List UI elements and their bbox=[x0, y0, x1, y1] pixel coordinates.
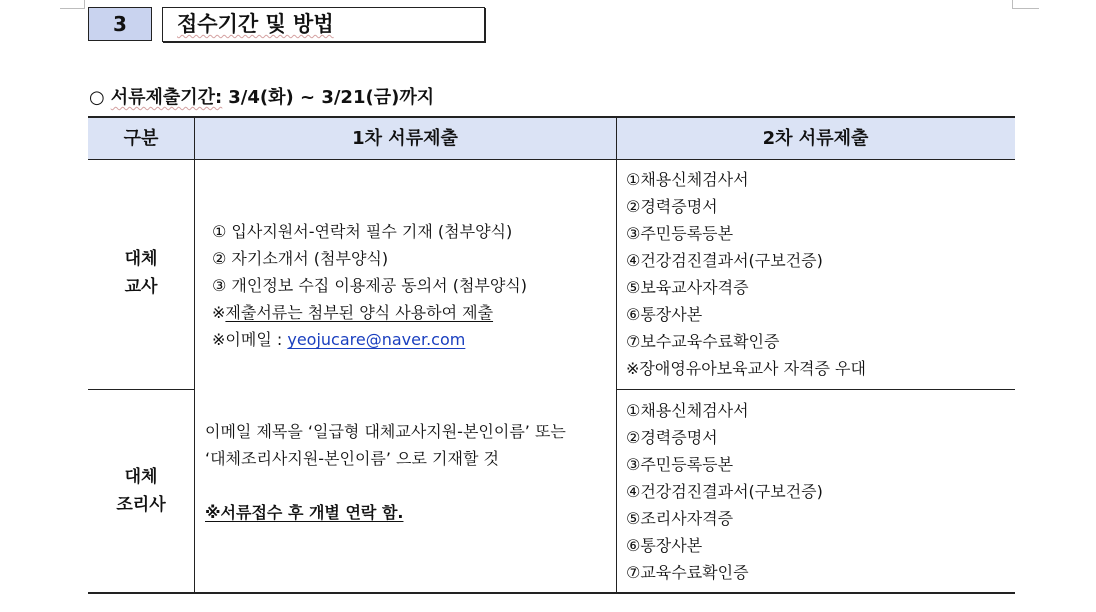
list-item: ②경력증명서 bbox=[626, 428, 718, 447]
list-item: ※장애영유아보육교사 자격증 우대 bbox=[626, 359, 866, 378]
grid-line bbox=[88, 389, 194, 390]
list-item: ⑤조리사자격증 bbox=[626, 509, 734, 528]
list-item: ⑥통장사본 bbox=[626, 536, 703, 555]
list-item: ④건강검진결과서(구보건증) bbox=[626, 251, 823, 270]
submission-period-value: 3/4(화) ~ 3/21(금)까지 bbox=[228, 87, 435, 108]
row-label-line: 대체 bbox=[124, 249, 158, 269]
header-category: 구분 bbox=[88, 116, 194, 160]
list-item: ⑤보육교사자격증 bbox=[626, 278, 749, 297]
section-number: 3 bbox=[88, 7, 152, 41]
submission-note bbox=[212, 299, 527, 326]
list-item: ⑦보수교육수료확인증 bbox=[626, 332, 780, 351]
email-link[interactable]: yeojucare@naver.com bbox=[287, 330, 466, 349]
email-line bbox=[212, 326, 527, 353]
second-submission-teacher-documents bbox=[626, 166, 866, 382]
instruction-line: ‘대체조리사지원-본인이름’ 으로 기재할 것 bbox=[205, 449, 499, 468]
page-corner-mark-left bbox=[60, 0, 85, 9]
grid-line bbox=[616, 116, 617, 593]
contact-notice: ※서류접수 후 개별 연락 함. bbox=[205, 503, 404, 522]
grid-line bbox=[616, 389, 1015, 390]
row-label-line: 대체 bbox=[124, 467, 158, 487]
list-item: ④건강검진결과서(구보건증) bbox=[626, 482, 823, 501]
note-mark: ※ bbox=[212, 303, 226, 322]
section-title-text: 접수기간 및 방법 bbox=[177, 12, 334, 36]
instruction-line: 이메일 제목을 ‘일급형 대체교사지원-본인이름’ 또는 bbox=[205, 422, 566, 441]
list-item: ③주민등록등본 bbox=[626, 224, 734, 243]
list-item: ② 자기소개서 (첨부양식) bbox=[212, 249, 389, 268]
list-item: ① 입사지원서-연락처 필수 기재 (첨부양식) bbox=[212, 222, 513, 241]
header-first-submission: 1차 서류제출 bbox=[194, 116, 616, 160]
list-item: ⑦교육수료확인증 bbox=[626, 563, 749, 582]
list-item: ③주민등록등본 bbox=[626, 455, 734, 474]
email-label: ※이메일 : bbox=[212, 330, 283, 349]
submission-period bbox=[89, 83, 434, 109]
list-item: ③ 개인정보 수집 이용제공 동의서 (첨부양식) bbox=[212, 276, 528, 295]
header-second-submission: 2차 서류제출 bbox=[616, 116, 1015, 160]
list-item: ①채용신체검사서 bbox=[626, 401, 749, 420]
row-label-substitute-teacher bbox=[88, 245, 194, 301]
list-item: ②경력증명서 bbox=[626, 197, 718, 216]
page-corner-mark-right bbox=[1012, 0, 1039, 9]
row-label-line: 교사 bbox=[124, 277, 158, 297]
email-subject-instructions bbox=[205, 418, 566, 526]
grid-line bbox=[194, 116, 195, 593]
row-label-line: 조리사 bbox=[116, 495, 166, 515]
list-item: ①채용신체검사서 bbox=[626, 170, 749, 189]
section-title bbox=[162, 7, 485, 42]
submission-period-label: 서류제출기간: bbox=[110, 87, 223, 108]
first-submission-documents bbox=[212, 218, 527, 353]
table-bottom-border bbox=[88, 592, 1015, 594]
row-label-substitute-cook bbox=[88, 463, 194, 519]
second-submission-cook-documents bbox=[626, 397, 823, 586]
recruitment-table bbox=[88, 116, 1015, 593]
list-item: ⑥통장사본 bbox=[626, 305, 703, 324]
bullet-circle: ○ bbox=[89, 87, 105, 108]
note-text: 제출서류는 첨부된 양식 사용하여 제출 bbox=[225, 303, 494, 322]
